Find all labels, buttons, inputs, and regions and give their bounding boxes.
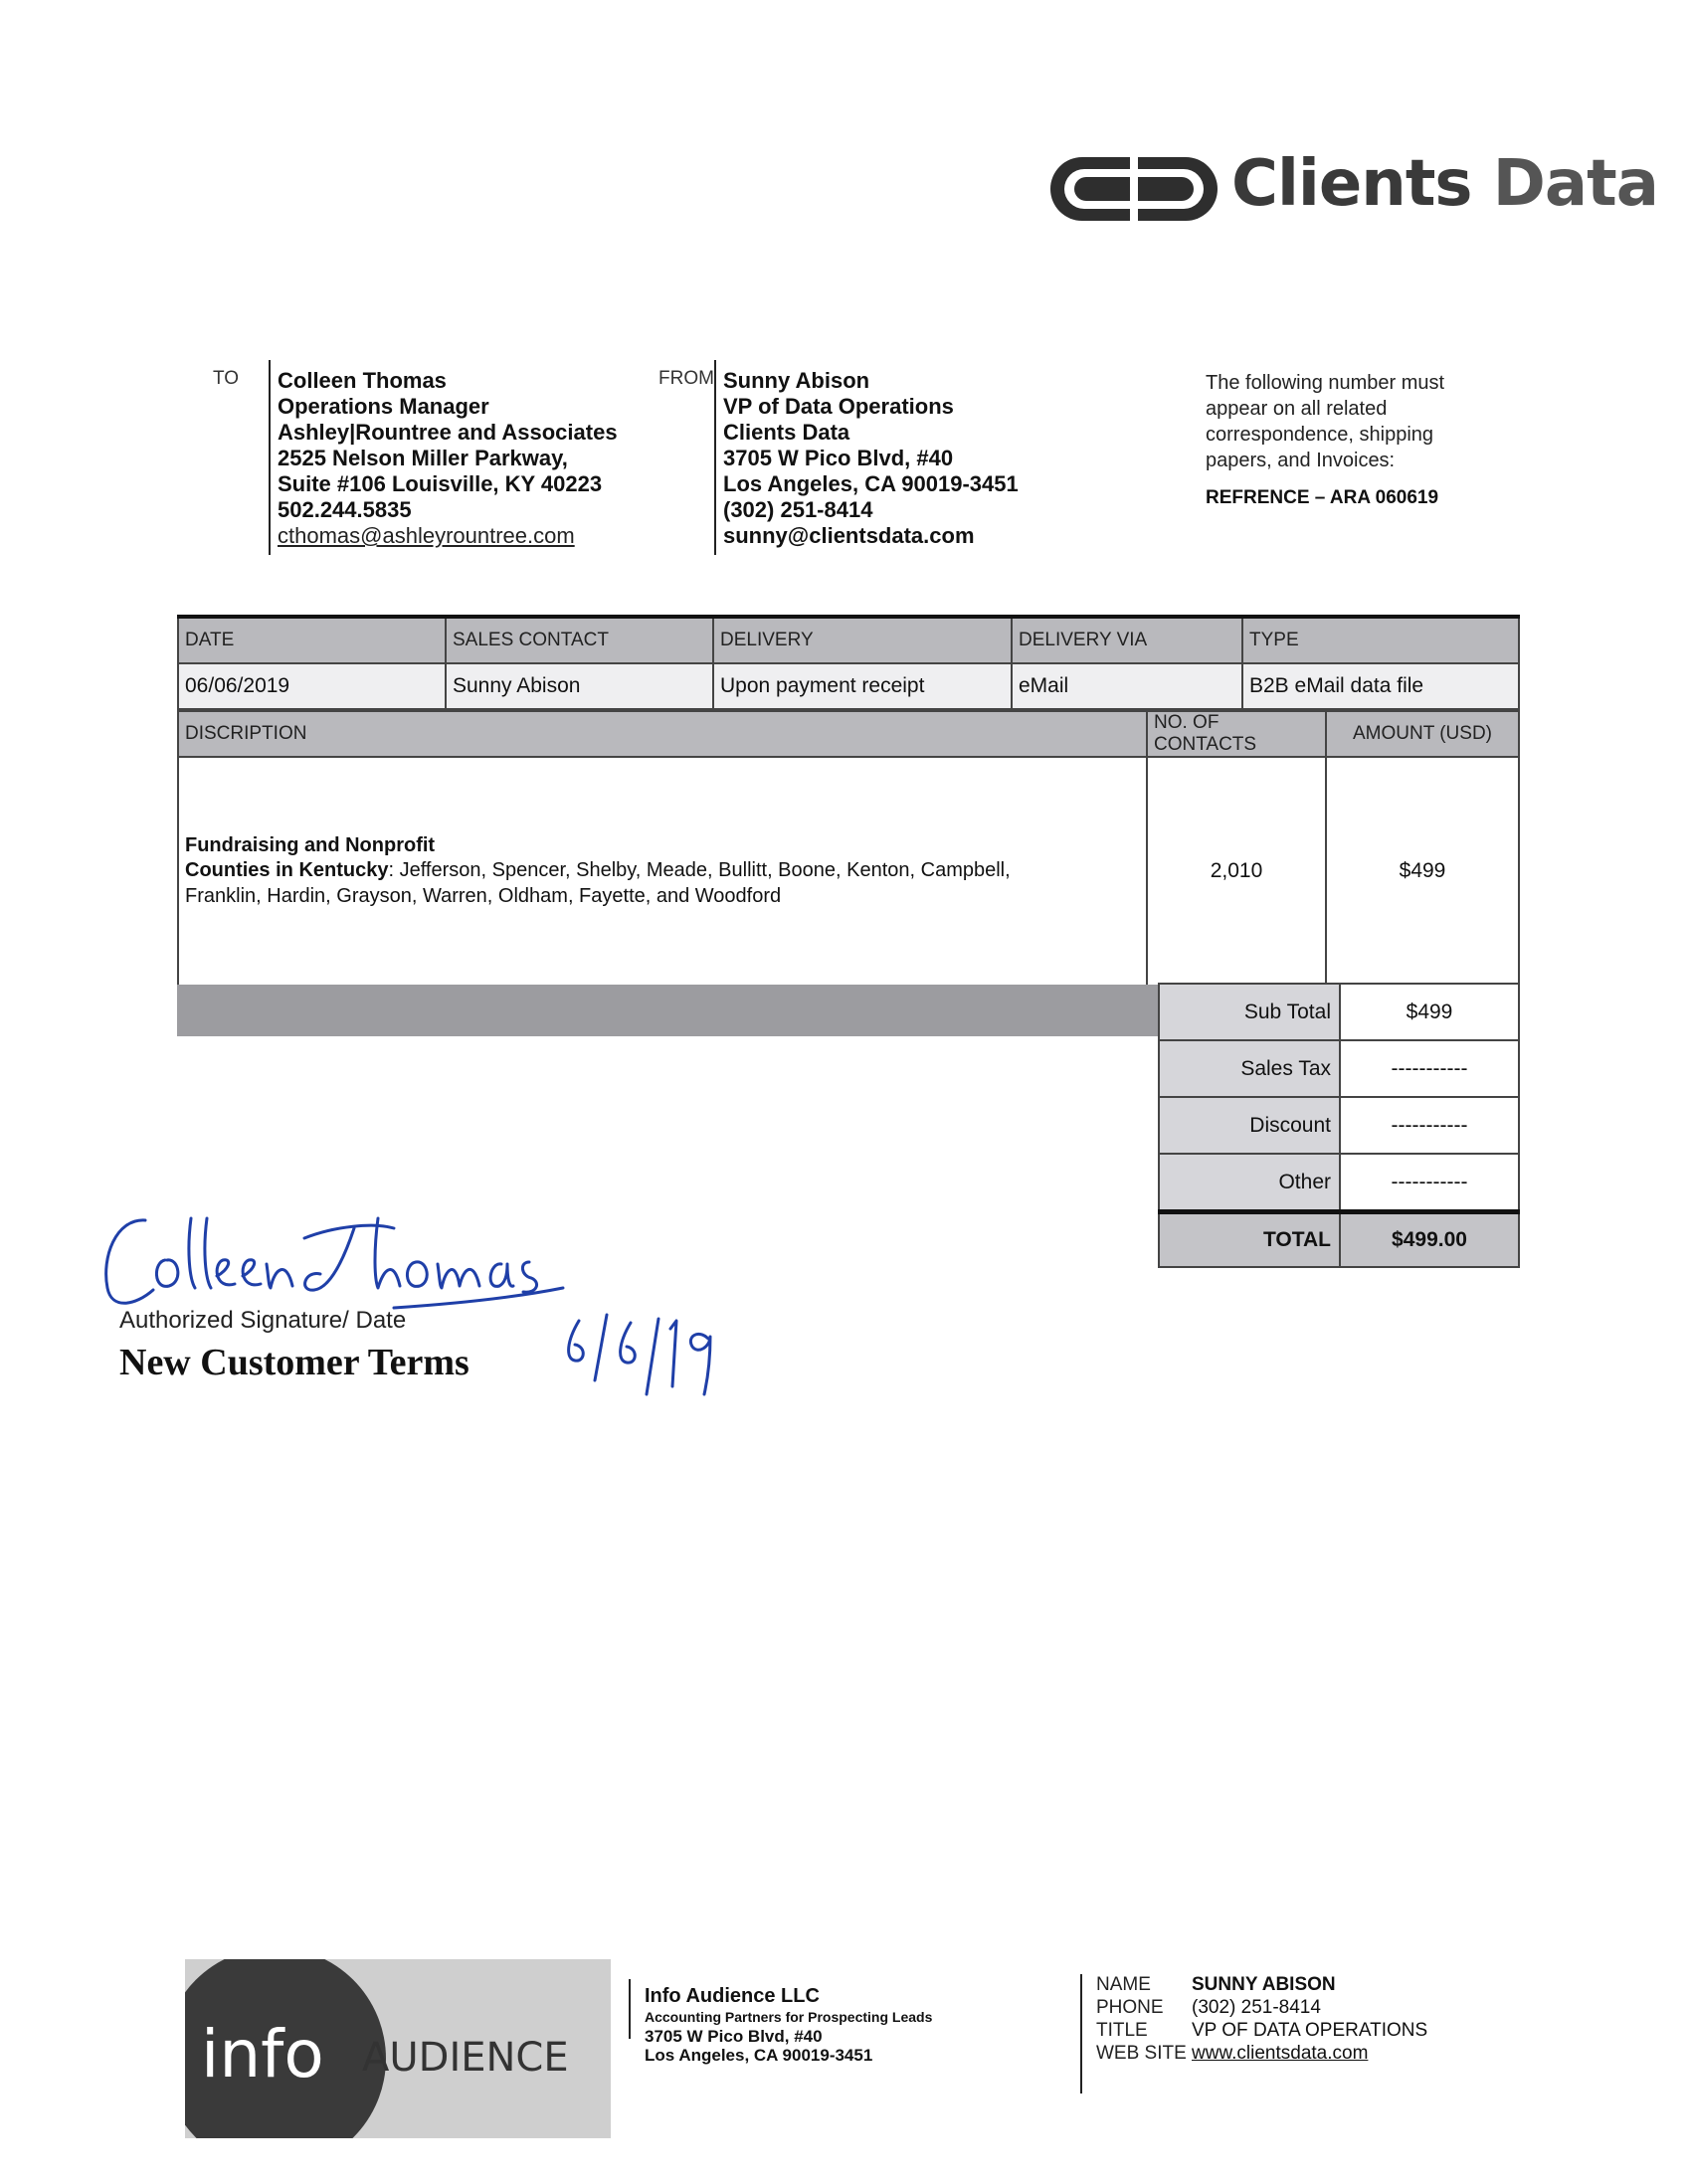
subtotal-row [1159,984,1519,1040]
notice-line: papers, and Invoices: [1206,450,1396,471]
notice-line: correspondence, shipping [1206,424,1434,446]
contact-website-link[interactable]: www.clientsdata.com [1192,2043,1369,2064]
other-label: Other [1159,1154,1340,1212]
header-type: TYPE [1242,617,1519,663]
item-title: Fundraising and Nonprofit [185,833,436,856]
to-street: 2525 Nelson Miller Parkway, [278,446,568,470]
counties-list-2: Franklin, Hardin, Grayson, Warren, Oldham, Fayette, and Woodford [185,884,782,907]
reference-number: REFRENCE – ARA 060619 [1206,487,1439,508]
line-items-table [177,710,1520,987]
handwritten-date [559,1311,728,1400]
order-info-table [177,615,1520,710]
contact-phone-label: PHONE [1096,1997,1164,2018]
totals-gray-band [177,985,1160,1036]
from-phone: (302) 251-8414 [723,497,873,522]
item-counties [185,857,1140,883]
logo-word-audience: AUDIENCE [362,2035,569,2081]
to-city: Suite #106 Louisville, KY 40223 [278,471,603,496]
to-name: Colleen Thomas [278,368,447,393]
order-date: 06/06/2019 [178,663,446,709]
line-item-row [178,757,1519,986]
header-delivery-via: DELIVERY VIA [1012,617,1242,663]
total-label: TOTAL [1159,1212,1340,1268]
total-value: $499.00 [1340,1212,1519,1268]
item-description [178,757,1147,986]
from-street: 3705 W Pico Blvd, #40 [723,446,954,470]
from-divider [714,360,716,555]
info-audience-logo-mark [185,1959,611,2138]
contact-name: SUNNY ABISON [1192,1974,1336,1995]
from-city: Los Angeles, CA 90019-3451 [723,471,1019,496]
other-value: ----------- [1340,1154,1519,1212]
new-customer-terms-heading: New Customer Terms [119,1342,469,1383]
to-email-link[interactable]: cthomas@ashleyrountree.com [278,523,575,548]
sales-tax-label: Sales Tax [1159,1040,1340,1097]
footer-company-info [645,1984,932,2065]
header-description: DISCRIPTION [178,711,1147,757]
counties-list-1: : Jefferson, Spencer, Shelby, Meade, Bullitt, Boone, Kenton, Campbell, [388,858,1011,881]
reference-notice [1206,370,1444,473]
from-email: sunny@clientsdata.com [723,523,975,548]
contact-name-label: NAME [1096,1974,1151,1995]
notice-line: appear on all related [1206,398,1388,420]
subtotal-value: $499 [1340,984,1519,1040]
footer-divider [1080,1974,1082,2093]
footer-divider [629,1979,631,2039]
footer-contact [1096,1973,1427,2065]
order-sales-contact: Sunny Abison [446,663,713,709]
contact-title-label: TITLE [1096,2020,1148,2041]
item-contacts: 2,010 [1147,757,1326,986]
other-row [1159,1154,1519,1212]
to-address [278,368,618,549]
from-company: Clients Data [723,420,850,445]
from-label: FROM [658,368,714,389]
order-values-row [178,663,1519,709]
contact-phone: (302) 251-8414 [1192,1997,1321,2018]
logo-wordmark [1231,147,1658,221]
discount-label: Discount [1159,1097,1340,1154]
footer-tagline: Accounting Partners for Prospecting Leads [645,2009,933,2025]
to-phone: 502.244.5835 [278,497,412,522]
from-name: Sunny Abison [723,368,870,393]
counties-label: Counties in Kentucky [185,858,389,881]
order-header-row [178,617,1519,663]
cd-logo-icon [1044,139,1223,239]
header-date: DATE [178,617,446,663]
to-company: Ashley|Rountree and Associates [278,420,618,445]
from-title: VP of Data Operations [723,394,954,419]
total-row [1159,1212,1519,1268]
footer-address2: Los Angeles, CA 90019-3451 [645,2046,873,2065]
totals-table [1158,983,1520,1268]
header-contacts: NO. OF CONTACTS [1147,711,1326,757]
order-delivery-via: eMail [1012,663,1242,709]
header-amount: AMOUNT (USD) [1326,711,1519,757]
footer-company: Info Audience LLC [645,1985,820,2007]
subtotal-label: Sub Total [1159,984,1340,1040]
to-divider [269,360,271,555]
discount-value: ----------- [1340,1097,1519,1154]
order-type: B2B eMail data file [1242,663,1519,709]
order-delivery: Upon payment receipt [713,663,1012,709]
contact-web-label: WEB SITE [1096,2043,1187,2064]
header-sales-contact: SALES CONTACT [446,617,713,663]
to-title: Operations Manager [278,394,489,419]
logo-word-clients: Clients [1231,147,1472,221]
logo-word-data: Data [1492,147,1658,221]
from-address [723,368,1019,549]
footer-address1: 3705 W Pico Blvd, #40 [645,2027,823,2046]
notice-line: The following number must [1206,372,1445,394]
signature-label: Authorized Signature/ Date [119,1307,407,1334]
contact-title: VP OF DATA OPERATIONS [1192,2020,1428,2041]
header-delivery: DELIVERY [713,617,1012,663]
to-label: TO [213,368,240,389]
sales-tax-value: ----------- [1340,1040,1519,1097]
logo-word-info: info [201,2016,324,2093]
items-header-row [178,711,1519,757]
sales-tax-row [1159,1040,1519,1097]
discount-row [1159,1097,1519,1154]
info-audience-logo [185,1959,611,2138]
clients-data-logo [1044,139,1658,239]
item-amount: $499 [1326,757,1519,986]
